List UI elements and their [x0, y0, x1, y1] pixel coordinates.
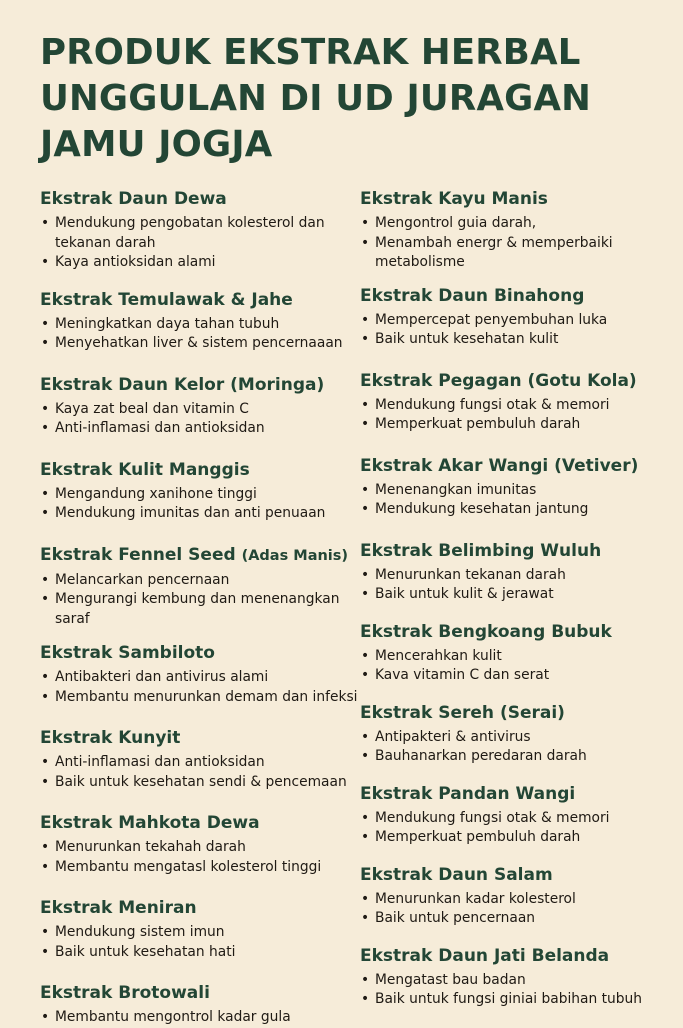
- benefit-list: [40, 214, 360, 273]
- product-item: [360, 702, 660, 767]
- product-item: [360, 370, 660, 435]
- product-name: Ekstrak Meniran: [40, 898, 197, 918]
- product-item: [360, 188, 660, 273]
- benefit-item: • Mendukung fungsi otak & memori: [360, 396, 660, 416]
- product-item: [40, 727, 360, 792]
- product-name: Ekstrak Kulit Manggis: [40, 459, 250, 480]
- benefit-item: • Kaya antioksidan alami: [40, 253, 360, 273]
- benefit-item: • Membantu mengatasl kolesterol tinggi: [40, 858, 360, 878]
- benefit-item: • Anti-inflamasi dan antioksidan: [40, 753, 360, 773]
- product-name: Ekstrak Daun Dewa: [40, 189, 227, 209]
- product-name: Ekstrak Temulawak & Jahe: [40, 289, 293, 310]
- product-name: Ekstrak Bengkoang Bubuk: [360, 621, 612, 642]
- benefit-item: • Memperkuat pembuluh darah: [360, 415, 660, 435]
- product-item: [360, 864, 660, 929]
- product-name: Ekstrak Daun Kelor (Moringa): [40, 374, 325, 395]
- benefit-list: [360, 214, 660, 273]
- benefit-item: • Mengandung xanihone tinggi: [40, 485, 360, 505]
- benefit-item: • Anti-inflamasi dan antioksidan: [40, 419, 360, 439]
- benefit-list: [360, 481, 660, 520]
- benefit-list: [360, 566, 660, 605]
- benefit-item: • Menurunkan tekanan darah: [360, 566, 660, 586]
- benefit-list: [40, 571, 360, 630]
- product-name: Ekstrak Belimbing Wuluh: [360, 540, 602, 561]
- benefit-item: • Menambah energr & memperbaiki metabolisme: [360, 234, 660, 273]
- product-name: Ekstrak Kunyit: [40, 728, 181, 748]
- benefit-item: • Menyehatkan liver & sistem pencernaaan: [40, 334, 360, 354]
- benefit-item: • Antipakteri & antivirus: [360, 728, 660, 748]
- benefit-item: • Baik untuk kesehatan kulit: [360, 330, 660, 350]
- benefit-item: • Memperkuat pembuluh darah: [360, 828, 660, 848]
- product-name: Ekstrak Daun Binahong: [360, 285, 585, 306]
- product-name: Ekstrak Daun Jati Belanda: [360, 945, 610, 966]
- benefit-item: • Mengatast bau badan: [360, 971, 660, 991]
- benefit-list: [40, 1008, 360, 1028]
- product-name: Ekstrak Kayu Manis: [360, 189, 548, 209]
- benefit-list: [40, 753, 360, 792]
- benefit-item: • Mencerahkan kulit: [360, 647, 660, 667]
- product-name: Ekstrak Pegagan (Gotu Kola): [360, 370, 637, 391]
- product-item: [40, 289, 360, 354]
- benefit-item: • Meningkatkan daya tahan tubuh: [40, 315, 360, 335]
- product-name: Ekstrak Akar Wangi (Vetiver): [360, 455, 639, 476]
- product-item: [360, 945, 660, 1010]
- product-item: [360, 540, 660, 605]
- benefit-list: [360, 647, 660, 686]
- benefit-item: • Membantu menurunkan demam dan infeksi: [40, 688, 360, 708]
- product-item: [40, 374, 360, 439]
- benefit-item: • Baik untuk fungsi giniai babihan tubuh: [360, 990, 660, 1010]
- benefit-item: • Melancarkan pencernaan: [40, 571, 360, 591]
- product-name: Ekstrak Daun Salam: [360, 864, 553, 885]
- benefit-item: • Mendukung pengobatan kolesterol dan tekanan darah: [40, 214, 360, 253]
- benefit-item: • Bauhanarkan peredaran darah: [360, 747, 660, 767]
- product-name-main: Ekstrak Fennel Seed: [40, 544, 236, 565]
- benefit-list: [360, 396, 660, 435]
- product-item: [40, 642, 360, 707]
- benefit-list: [360, 728, 660, 767]
- benefit-item: • Membantu mengontrol kadar gula: [40, 1008, 360, 1028]
- product-name: [40, 544, 360, 567]
- product-name: Ekstrak Brotowali: [40, 983, 210, 1003]
- benefit-item: • Menurunkan tekahah darah: [40, 838, 360, 858]
- benefit-item: • Mendukung fungsi otak & memori: [360, 809, 660, 829]
- benefit-list: [40, 400, 360, 439]
- product-item: [360, 285, 660, 350]
- product-item: [360, 621, 660, 686]
- product-item: [40, 982, 360, 1028]
- benefit-item: • Mengontrol guia darah,: [360, 214, 660, 234]
- benefit-item: • Menenangkan imunitas: [360, 481, 660, 501]
- product-item: [360, 783, 660, 848]
- product-item: [360, 455, 660, 520]
- benefit-item: • Baik untuk kesehatan sendi & pencemaan: [40, 773, 360, 793]
- product-item: [40, 897, 360, 962]
- product-item: [40, 188, 360, 273]
- right-column: [360, 188, 660, 1010]
- benefit-list: [40, 838, 360, 877]
- benefit-item: • Kava vitamin C dan serat: [360, 666, 660, 686]
- benefit-list: [360, 809, 660, 848]
- benefit-item: • Mempercepat penyembuhan luka: [360, 311, 660, 331]
- benefit-list: [40, 485, 360, 524]
- benefit-list: [40, 668, 360, 707]
- benefit-item: • Baik untuk pencernaan: [360, 909, 660, 929]
- benefit-item: • Baik untuk kulit & jerawat: [360, 585, 660, 605]
- product-name: Ekstrak Sereh (Serai): [360, 702, 565, 723]
- product-item: [40, 459, 360, 524]
- benefit-list: [360, 311, 660, 350]
- left-column: [40, 188, 360, 1028]
- product-name-suffix: (Adas Manis): [241, 547, 349, 564]
- product-item: [40, 544, 360, 630]
- benefit-list: [40, 923, 360, 962]
- product-name: Ekstrak Mahkota Dewa: [40, 813, 260, 833]
- benefit-list: [360, 890, 660, 929]
- benefit-item: • Menurunkan kadar kolesterol: [360, 890, 660, 910]
- benefit-item: • Mendukung kesehatan jantung: [360, 500, 660, 520]
- benefit-item: • Mengurangi kembung dan menenangkan saraf: [40, 590, 360, 629]
- benefit-item: • Antibakteri dan antivirus alami: [40, 668, 360, 688]
- benefit-item: • Baik untuk kesehatan hati: [40, 943, 360, 963]
- page-title: PRODUK EKSTRAK HERBAL UNGGULAN DI UD JURAGAN JAMU JOGJA: [40, 32, 592, 165]
- benefit-item: • Mendukung sistem imun: [40, 923, 360, 943]
- product-item: [40, 812, 360, 877]
- benefit-list: [40, 315, 360, 354]
- benefit-item: • Kaya zat beal dan vitamin C: [40, 400, 360, 420]
- product-name: Ekstrak Pandan Wangi: [360, 783, 576, 804]
- product-name: Ekstrak Sambiloto: [40, 643, 215, 663]
- benefit-item: • Mendukung imunitas dan anti penuaan: [40, 504, 360, 524]
- benefit-list: [360, 971, 660, 1010]
